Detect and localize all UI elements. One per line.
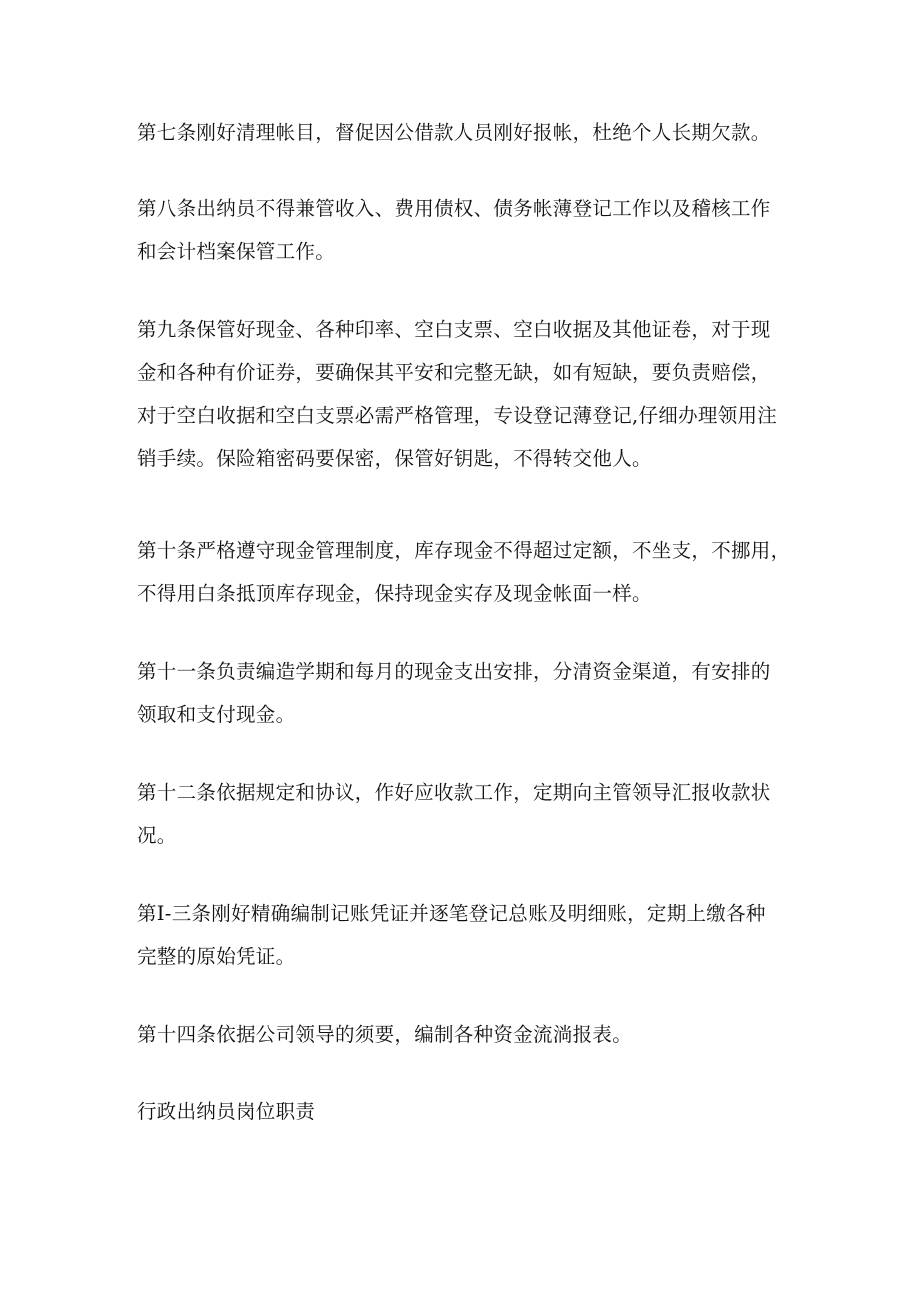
- text-line: 第七条刚好清理帐目，督促因公借款人员刚好报帐，杜绝个人长期欠款。: [137, 121, 771, 144]
- article-10-paragraph: [137, 529, 797, 615]
- text-line: 不得用白条抵顶库存现金，保持现金实存及现金帐面一样。: [137, 582, 652, 605]
- article-9-paragraph: [137, 308, 797, 480]
- text-line: 金和各种有价证券，要确保其平安和完整无缺，如有短缺，要负责赔偿，: [137, 361, 771, 384]
- text-line: 领取和支付现金。: [137, 703, 296, 726]
- article-12-paragraph: [137, 771, 797, 857]
- text-line: 第十二条依据规定和协议，作好应收款工作，定期向主管领导汇报收款状: [137, 781, 771, 804]
- text-line: 销手续。保险箱密码要保密，保管好钥匙，不得转交他人。: [137, 447, 652, 470]
- text-line: 第八条出纳员不得兼管收入、费用债权、债务帐薄登记工作以及稽核工作: [137, 197, 771, 220]
- text-line: 第十条严格遵守现金管理制度，库存现金不得超过定额，不坐支，不挪用，: [137, 539, 791, 562]
- article-8-paragraph: [137, 187, 797, 273]
- text-line: 行政出纳员岗位职责: [137, 1100, 316, 1123]
- text-line: 完整的原始凭证。: [137, 945, 296, 968]
- text-line: 第十四条依据公司领导的须要，编制各种资金流淌报表。: [137, 1023, 633, 1046]
- text-line: 对于空白收据和空白支票必需严格管理，专设登记薄登记,仔细办理领用注: [137, 404, 778, 427]
- article-13-paragraph: [137, 892, 797, 978]
- text-line: 第十一条负责编造学期和每月的现金支出安排，分清资金渠道，有安排的: [137, 660, 771, 683]
- section-heading: [137, 1090, 797, 1133]
- text-line: 第I-三条刚好精确编制记账凭证并逐笔登记总账及明细账，定期上缴各种: [137, 902, 766, 925]
- text-line: 和会计档案保管工作。: [137, 240, 336, 263]
- text-line: 况。: [137, 824, 177, 847]
- article-7-paragraph: [137, 111, 797, 154]
- article-14-paragraph: [137, 1013, 797, 1056]
- article-11-paragraph: [137, 650, 797, 736]
- text-line: 第九条保管好现金、各种印率、空白支票、空白收据及其他证卷，对于现: [137, 318, 771, 341]
